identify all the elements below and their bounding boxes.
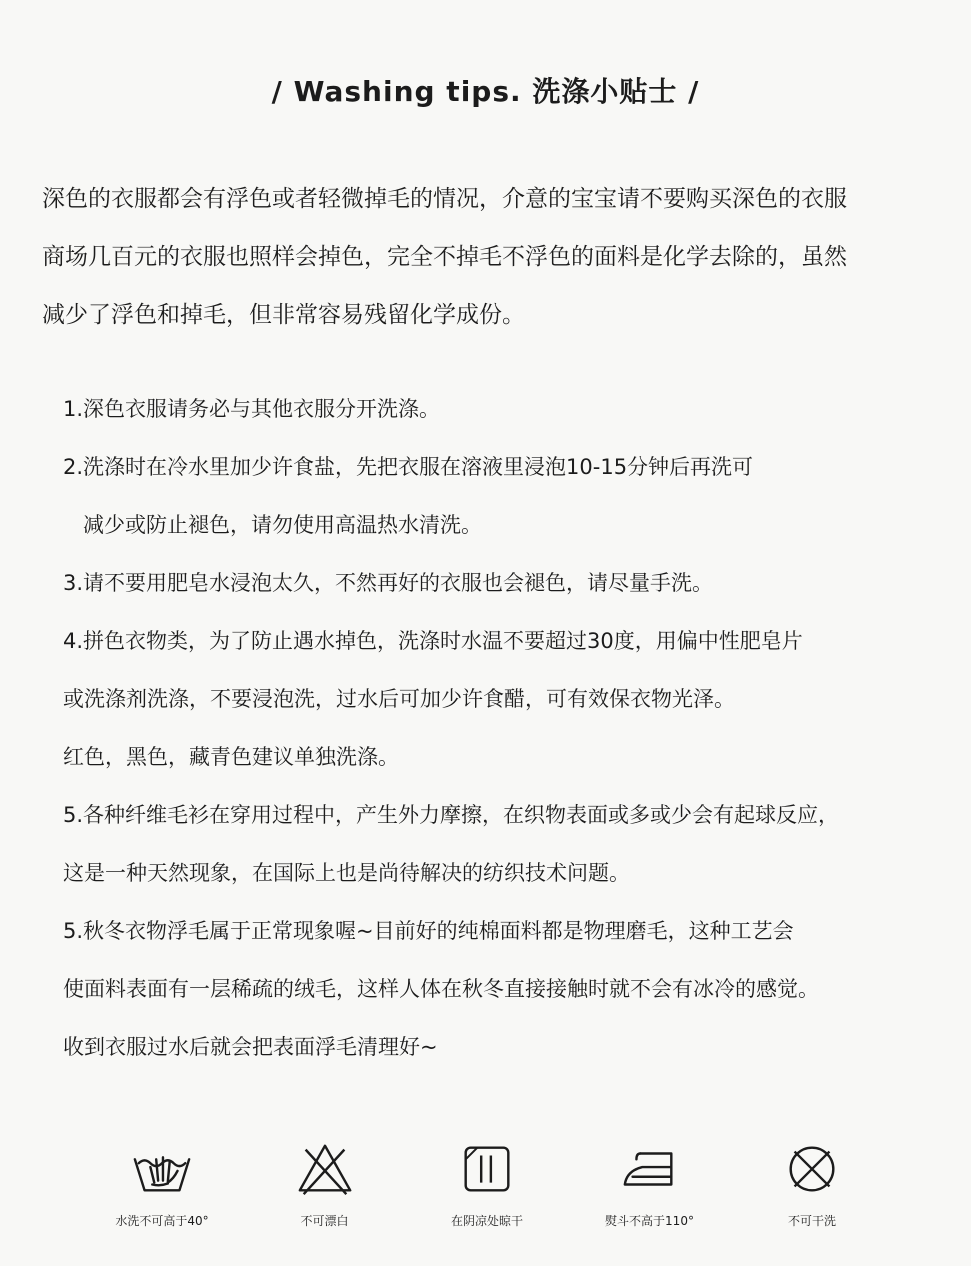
intro-line: 商场几百元的衣服也照样会掉色，完全不掉毛不浮色的面料是化学去除的，虽然: [42, 244, 847, 270]
tip-line: 4.拼色衣物类，为了防止遇水掉色，洗涤时水温不要超过30度，用偏中性肥皂片: [63, 629, 803, 653]
tip-line: 收到衣服过水后就会把表面浮毛清理好~: [63, 1035, 438, 1059]
tip-line: 1.深色衣服请务必与其他衣服分开洗涤。: [63, 397, 441, 421]
shade-dry-icon: [456, 1138, 518, 1200]
care-item-no-bleach: [245, 1138, 405, 1229]
tip-line: 5.秋冬衣物浮毛属于正常现象喔~目前好的纯棉面料都是物理磨毛，这种工艺会: [63, 919, 794, 943]
care-item-iron: [570, 1138, 730, 1229]
care-item-no-dry-clean: [732, 1138, 892, 1229]
tip-line: 或洗涤剂洗涤，不要浸泡洗，过水后可加少许食醋，可有效保衣物光泽。: [63, 687, 735, 711]
intro-line: 减少了浮色和掉毛，但非常容易残留化学成份。: [42, 302, 525, 328]
care-symbols: [82, 1138, 892, 1229]
care-label: 不可漂白: [300, 1214, 349, 1228]
tip-line: 减少或防止褪色，请勿使用高温热水清洗。: [83, 513, 482, 537]
tip-line: 红色，黑色，藏青色建议单独洗涤。: [63, 745, 399, 769]
intro-line: 深色的衣服都会有浮色或者轻微掉毛的情况，介意的宝宝请不要购买深色的衣服: [42, 186, 847, 212]
tip-line: 5.各种纤维毛衫在穿用过程中，产生外力摩擦，在织物表面或多或少会有起球反应，: [63, 803, 840, 827]
page-title: / Washing tips. 洗涤小贴士 /: [271, 75, 700, 108]
care-label: 熨斗不高于110°: [605, 1214, 694, 1228]
tip-line: 使面料表面有一层稀疏的绒毛，这样人体在秋冬直接接触时就不会有冰冷的感觉。: [63, 977, 819, 1001]
hand-wash-icon: [131, 1138, 193, 1200]
care-label: 水洗不可高于40°: [115, 1214, 209, 1228]
no-dry-clean-icon: [781, 1138, 843, 1200]
care-item-hand-wash: [82, 1138, 242, 1229]
no-bleach-icon: [294, 1138, 356, 1200]
care-label: 不可干洗: [787, 1214, 836, 1228]
tip-line: 这是一种天然现象，在国际上也是尚待解决的纺织技术问题。: [63, 861, 630, 885]
iron-icon: [619, 1138, 681, 1200]
tip-line: 3.请不要用肥皂水浸泡太久，不然再好的衣服也会褪色，请尽量手洗。: [63, 571, 714, 595]
intro-paragraph: [42, 176, 942, 350]
tips-list: [63, 386, 968, 1082]
tip-line: 2.洗涤时在冷水里加少许食盐，先把衣服在溶液里浸泡10-15分钟后再洗可: [63, 455, 754, 479]
care-item-shade-dry: [407, 1138, 567, 1229]
care-label: 在阴凉处晾干: [450, 1214, 523, 1228]
